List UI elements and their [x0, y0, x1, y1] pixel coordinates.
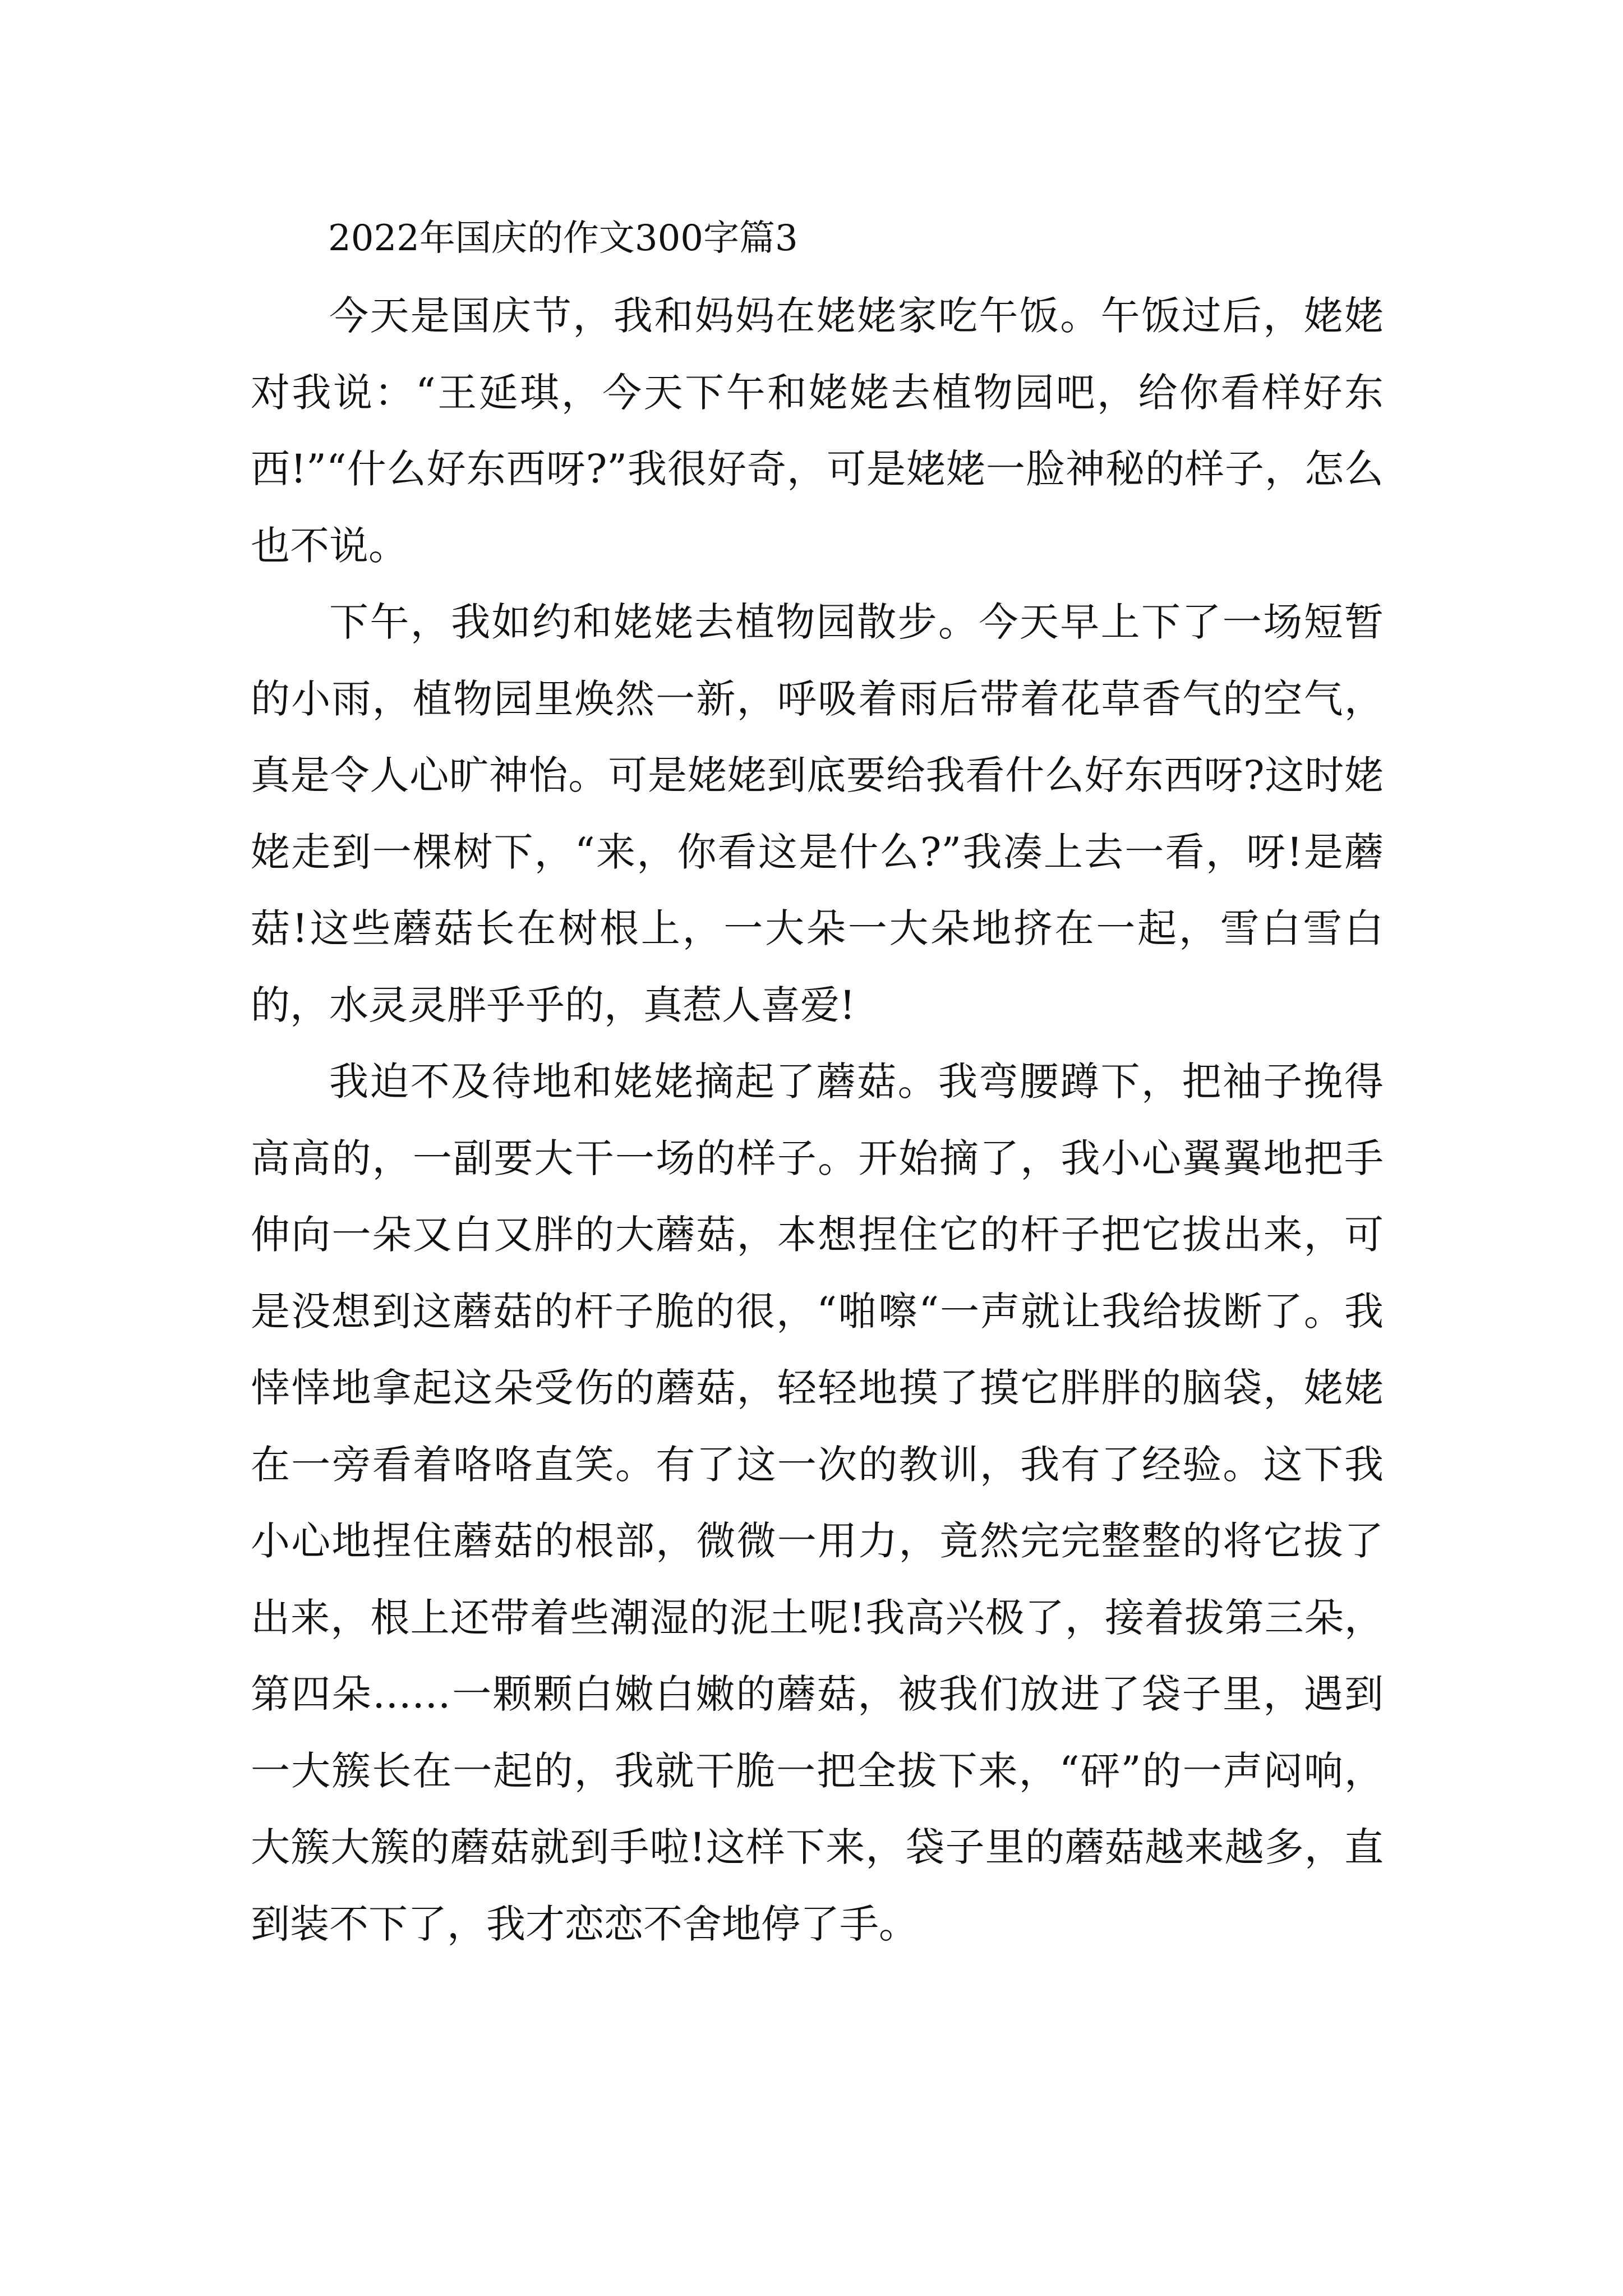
paragraph: 我迫不及待地和姥姥摘起了蘑菇。我弯腰蹲下，把袖子挽得高高的，一副要大干一场的样子。开始摘了，我小心翼翼地把手伸向一朵又白又胖的大蘑菇，本想捏住它的杆子把它拔出来，可是没想到这蘑菇的杆子脆的很，“啪嚓“一声就让我给拔断了。我悻悻地拿起这朵受伤的蘑菇，轻轻地摸了摸它胖胖的脑袋，姥姥在一旁看着咯咯直笑。有了这一次的教训，我有了经验。这下我小心地捏住蘑菇的根部，微微一用力，竟然完完整整的将它拔了出来，根上还带着些潮湿的泥土呢!我高兴极了，接着拔第三朵，第四朵……一颗颗白嫩白嫩的蘑菇，被我们放进了袋子里，遇到一大簇长在一起的，我就干脆一把全拔下来，“砰”的一声闷响，大簇大簇的蘑菇就到手啦!这样下来，袋子里的蘑菇越来越多，直到装不下了，我才恋恋不舍地停了手。 [251, 1059, 1384, 1947]
document-title: 2022年国庆的作文300字篇3 [328, 218, 798, 259]
paragraph: 下午，我如约和姥姥去植物园散步。今天早上下了一场短暂的小雨，植物园里焕然一新，呼吸着雨后带着花草香气的空气，真是令人心旷神怡。可是姥姥到底要给我看什么好东西呀?这时姥姥走到一棵树下，“来，你看这是什么?”我凑上去一看，呀!是蘑菇!这些蘑菇长在树根上，一大朵一大朵地挤在一起，雪白雪白的，水灵灵胖乎乎的，真惹人喜爱! [251, 599, 1384, 1028]
paragraph: 今天是国庆节，我和妈妈在姥姥家吃午饭。午饭过后，姥姥对我说：“王延琪，今天下午和姥姥去植物园吧，给你看样好东西!”“什么好东西呀?”我很好奇，可是姥姥一脸神秘的样子，怎么也不说。 [251, 293, 1384, 569]
document-body [251, 278, 1384, 1962]
